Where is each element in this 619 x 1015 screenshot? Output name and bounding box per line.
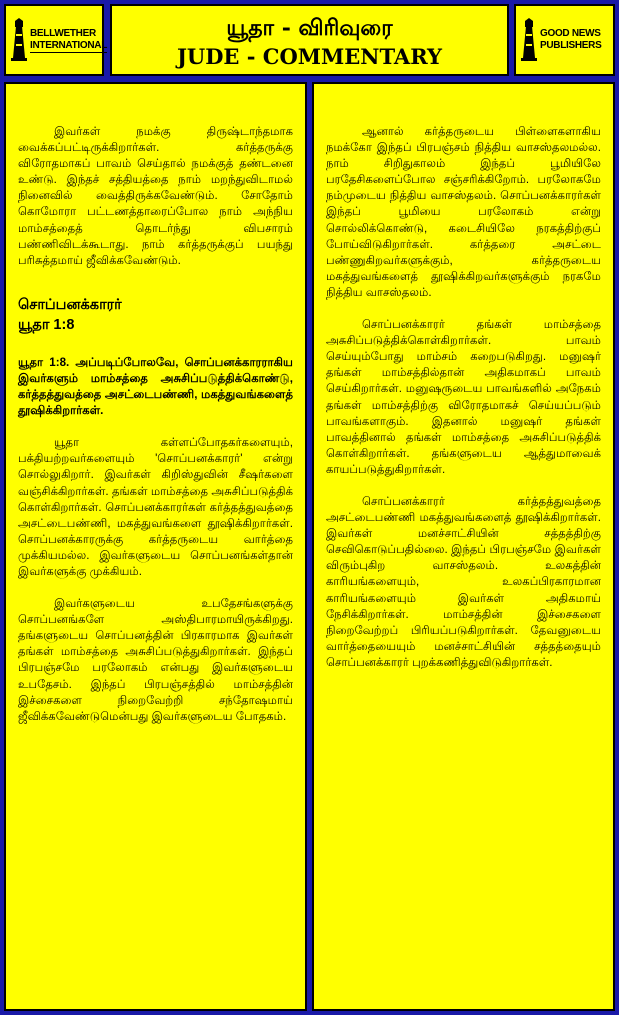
heading-reference: யூதா 1:8 bbox=[18, 316, 75, 333]
paragraph: ஆனால் கர்த்தருடைய பிள்ளைகளாகிய நமக்கோ இந்தப் பிரபஞ்சம் நித்திய வாசஸ்தலமல்ல. நாம் சிறிதுகாலம் இந்தப் பூமியிலே பரதேசிகளைப்போல சஞ்சரிக்கிறோம். பரலோகமே நம்முடைய நித்திய வாசஸ்தலம். சொப்பனக்காரர்கள் இந்தப் பூமியை பரலோகம் என்று சொல்லிக்கொண்டு, கடைசியிலே நரகத்திற்குப் போய்விடுகிறார்கள். கர்த்தரை அசட்டை பண்ணுகிறவர்களுக்கும், கர்த்தருடைய மகத்துவங்களைத் தூஷிக்கிறவர்களுக்கும் நரகமே நித்திய வாசஸ்தலம். bbox=[326, 125, 601, 299]
verse-quote: யூதா 1:8. அப்படிப்போலவே, சொப்பனக்காரராகிய இவர்களும் மாம்சத்தை அசுசிப்படுத்திக்கொண்டு, கர்த்தத்துவத்தை அசட்டைபண்ணி, மகத்துவங்களைத் தூஷிக்கிறார்கள். bbox=[18, 355, 293, 418]
lighthouse-icon bbox=[10, 18, 28, 62]
paragraph: இவர்களுடைய உபதேசங்களுக்கு சொப்பனங்களே அஸ்திபாரமாயிருக்கிறது. தங்களுடைய சொப்பனத்தின் பிரகாரமாக இவர்கள் தங்கள் மாம்சத்தை அசுசிப்படுத்துகிறார்கள். இந்தப் பிரபஞ்சமே பரலோகம் என்பது இவர்களுடைய உபதேசம். இந்தப் பிரபஞ்சத்தில் மாம்சத்தின் இச்சைகளை நிறைவேற்றி சந்தோஷமாய் ஜீவிக்கவேண்டுமென்பது இவர்களுடைய போதகம். bbox=[18, 597, 293, 723]
paragraph: சொப்பனக்காரர் தங்கள் மாம்சத்தை அசுசிப்படுத்திக்கொள்கிறார்கள். பாவம் செய்யும்போது மாம்சம் கறைபடுகிறது. மனுஷர் தங்கள் மாம்சத்தில்தான் அதிகமாகப் பாவம் செய்கிறார்கள். மனுஷருடைய பாவங்களில் அநேகம் தங்கள் மாம்சத்திற்கு விரோதமாகச் செய்யப்படும் பாவங்களாகும். இதனால் மனுஷர் தங்கள் பாவத்தினால் தங்கள் மாம்சத்தை அசுசிப்படுத்திக் கொள்கிறார்கள். தங்களுடைய ஆத்துமாவைக் காயப்படுத்துகிறார்கள். bbox=[326, 318, 601, 476]
logo-left-line2: INTERNATIONAL bbox=[30, 39, 108, 51]
left-column bbox=[4, 82, 307, 1011]
heading-title: சொப்பனக்காரர் bbox=[18, 296, 122, 313]
title-tamil: யூதா - விரிவுரை bbox=[226, 15, 393, 41]
lighthouse-icon bbox=[520, 18, 538, 62]
page-header bbox=[110, 4, 509, 76]
title-english: JUDE - COMMENTARY bbox=[176, 44, 443, 69]
bellwether-logo bbox=[4, 4, 108, 76]
logo-left-line1: BELLWETHER bbox=[30, 27, 96, 39]
section-heading bbox=[18, 295, 293, 335]
paragraph: யூதா கள்ளப்போதகர்களையும், பக்தியற்றவர்களையும் 'சொப்பனக்காரர்' என்று சொல்லுகிறார். இவர்கள் கிறிஸ்துவின் சீஷர்களை வஞ்சிக்கிறார்கள். தங்கள் மாம்சத்தை அசுசிப்படுத்திக் கொள்கிறார்கள். சொப்பனக்காரர்கள் கர்த்தத்துவத்தை அசட்டைபண்ணி, மகத்துவங்களை தூஷிக்கிறார்கள். சொப்பனக்காரருக்கு கர்த்தருடைய வார்த்தை முக்கியமல்ல. இவர்களுடைய சொப்பனங்கள்தான் இவர்களுக்கு முக்கியம். bbox=[18, 436, 293, 578]
good-news-publishers-logo bbox=[514, 4, 615, 76]
paragraph: சொப்பனக்காரர் கர்த்தத்துவத்தை அசட்டைபண்ணி மகத்துவங்களைத் தூஷிக்கிறார்கள். இவர்கள் மனச்சாட்சியின் சத்தத்திற்கு செவிகொடுப்பதில்லை. இந்தப் பிரபஞ்சமே இவர்கள் விரும்புகிற வாசஸ்தலம். உலகத்தின் காரியங்களையும், உலகப்பிரகாரமான காரியங்களையும் இவர்கள் அதிகமாய் நேசிக்கிறார்கள். மாம்சத்தின் இச்சைகளை நிறைவேற்றப் பிரியப்படுகிறார்கள். தேவனுடைய வார்த்தையையும் மனச்சாட்சியின் சத்தத்தையும் சொப்பனக்காரர் புறக்கணித்துவிடுகிறார்கள். bbox=[326, 494, 601, 669]
right-column bbox=[312, 82, 615, 1011]
logo-right-line1: GOOD NEWS bbox=[540, 28, 601, 39]
paragraph: இவர்கள் நமக்கு திருஷ்டாந்தமாக வைக்கப்பட்டிருக்கிறார்கள். கர்த்தருக்கு விரோதமாகப் பாவம் செய்தால் நமக்குத் தண்டனை உண்டு. இந்தச் சத்தியத்தை நாம் மறந்துவிடாமல் நினைவில் வைத்திருக்கவேண்டும். சோதோம் கொமோரா பட்டணத்தாரைப்போல நாம் அந்நிய மாம்சத்தைத் தொடர்ந்து விபசாரம் பண்ணிவிடக்கூடாது. நாம் கர்த்தருக்குப் பயந்து பரிசுத்தமாய் ஜீவிக்கவேண்டும். bbox=[18, 125, 293, 267]
logo-right-line2: PUBLISHERS bbox=[540, 40, 602, 51]
